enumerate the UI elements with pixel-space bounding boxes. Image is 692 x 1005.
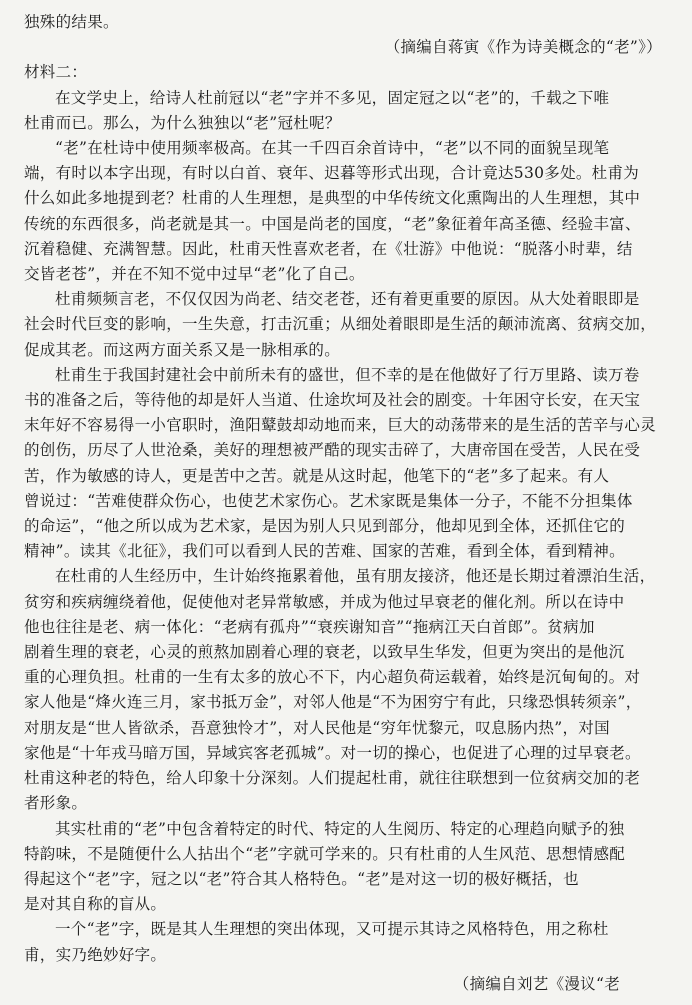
text-line: 贫穷和疾病缠绕着他，促使他对老异常敏感，并成为他过早衰老的催化剂。所以在诗中 xyxy=(24,592,625,611)
text-line: 杜甫这种老的特色，给人印象十分深刻。人们提起杜甫，就往往联想到一位贫病交加的老 xyxy=(24,769,641,788)
text-line: 甫，实乃绝妙好字。 xyxy=(24,945,167,964)
paragraph xyxy=(24,86,670,136)
paragraph xyxy=(24,363,670,565)
text-line: 社会时代巨变的影响，一生失意，打击沉重；从细处着眼即是生活的颠沛流离、贫病交加， xyxy=(24,315,657,334)
text-line: 家他是“十年戎马暗万国，异域宾客老孤城”。对一切的操心，也促进了心理的过早衰老。 xyxy=(24,743,641,762)
text-line: 传统的东西很多，尚老就是其一。中国是尚老的国度，“老”象征着年高圣德、经验丰富、 xyxy=(24,214,641,233)
text-line: 的命运”，“他之所以成为艺术家，是因为别人只见到部分，他却见到全体，还抓住它的 xyxy=(24,517,626,536)
text-line: 特韵味，不是随便什么人拈出个“老”字就可学来的。只有杜甫的人生风范、思想情感配 xyxy=(24,844,626,863)
text-line: 在杜甫的人生经历中，生计始终拖累着他，虽有朋友接济，他还是长期过着漂泊生活， xyxy=(55,567,656,586)
text-line: 是对其自称的盲从。 xyxy=(24,895,167,914)
text-line: 杜甫而已。那么，为什么独独以“老”冠杜呢？ xyxy=(24,113,341,132)
text-line: 在文学史上，给诗人杜前冠以“老”字并不多见，固定冠之以“老”的，千载之下唯 xyxy=(55,88,610,107)
text-line: 家人他是“烽火连三月，家书抵万金”，对邻人他是“不为困穷宁有此，只缘恐惧转须亲”， xyxy=(24,693,642,712)
paragraph xyxy=(24,287,670,363)
text-line: “老”在杜诗中使用频率极高。在其一千四百余首诗中，“老”以不同的面貌呈现笔 xyxy=(55,139,610,158)
text-line: 什么如此多地提到老？杜甫的人生理想，是典型的中华传统文化熏陶出的人生理想，其中 xyxy=(24,189,641,208)
text-line: 重的心理负担。杜甫的一生有太多的放心不下，内心超负荷运载着，始终是沉甸甸的。对 xyxy=(24,668,641,687)
body-text xyxy=(24,86,670,968)
text-line: 促成其老。而这两方面关系又是一脉相承的。 xyxy=(24,340,341,359)
text-line: 精神”。读其《北征》，我们可以看到人民的苦难、国家的苦难，看到全体，看到精神。 xyxy=(24,542,625,561)
text-line: 他也往往是老、病一体化：“老病有孤舟”“衰疾谢知音”“拖病江天白首郎”。贫病加 xyxy=(24,617,595,636)
text-line: 的创伤，历尽了人世沧桑，美好的理想被严酷的现实击碎了，大唐帝国在受苦，人民在受 xyxy=(24,441,641,460)
text-line: 一个“老”字，既是其人生理想的突出体现，又可提示其诗之风格特色，用之称杜 xyxy=(55,920,609,939)
text-line: 末年好不容易得一小官职时，渔阳鼙鼓却动地而来，巨大的动荡带来的是生活的苦辛与心灵 xyxy=(24,416,657,435)
source-citation-1: （摘编自蒋寅《作为诗美概念的“老”》） xyxy=(384,38,662,57)
text-line: 得起这个“老”字，冠之以“老”符合其人格特色。“老”是对这一切的极好概括，也 xyxy=(24,869,579,888)
text-line: 端，有时以本字出现，有时以白首、衰年、迟暮等形式出现，合计竟达530多处。杜甫为 xyxy=(24,164,640,183)
text-line: 沉着稳健、充满智慧。因此，杜甫天性喜欢老者，在《壮游》中他说：“脱落小时辈，结 xyxy=(24,239,633,258)
paragraph xyxy=(24,817,670,918)
text-line: 对朋友是“世人皆欲杀，吾意独怜才”，对人民他是“穷年忧黎元，叹息肠内热”，对国 xyxy=(24,718,610,737)
text-line: 剧着生理的衰老，心灵的煎熬加剧着心理的衰老，以致早生华发，但更为突出的是他沉 xyxy=(24,643,625,662)
source-citation-2: （摘编自刘艺《漫议“老 xyxy=(453,974,620,993)
top-fragment: 独殊的结果。 xyxy=(24,13,119,31)
paragraph xyxy=(24,917,670,967)
text-line: 苦，作为敏感的诗人，更是苦中之苦。就是从这时起，他笔下的“老”多了起来。有人 xyxy=(24,466,610,485)
text-line: 曾说过：“苦难使群众伤心，也使艺术家伤心。艺术家既是集体一分子，不能不分担集体 xyxy=(24,491,633,510)
section-label: 材料二： xyxy=(24,63,88,82)
paragraph xyxy=(24,564,670,816)
text-line: 书的准备之后，等待他的却是奸人当道、仕途坎坷及社会的剧变。十年困守长安，在天宝 xyxy=(24,391,641,410)
paragraph xyxy=(24,136,670,287)
text-line: 杜甫生于我国封建社会中前所未有的盛世，但不幸的是在他做好了行万里路、读万卷 xyxy=(55,365,640,384)
text-line: 杜甫频频言老，不仅仅因为尚老、结交老苍，还有着更重要的原因。从大处着眼即是 xyxy=(55,290,640,309)
text-line: 其实杜甫的“老”中包含着特定的时代、特定的人生阅历、特定的心理趋向赋予的独 xyxy=(55,819,625,838)
text-line: 者形象。 xyxy=(24,794,88,813)
text-line: 交皆老苍”，并在不知不觉中过早“老”化了自己。 xyxy=(24,265,365,284)
